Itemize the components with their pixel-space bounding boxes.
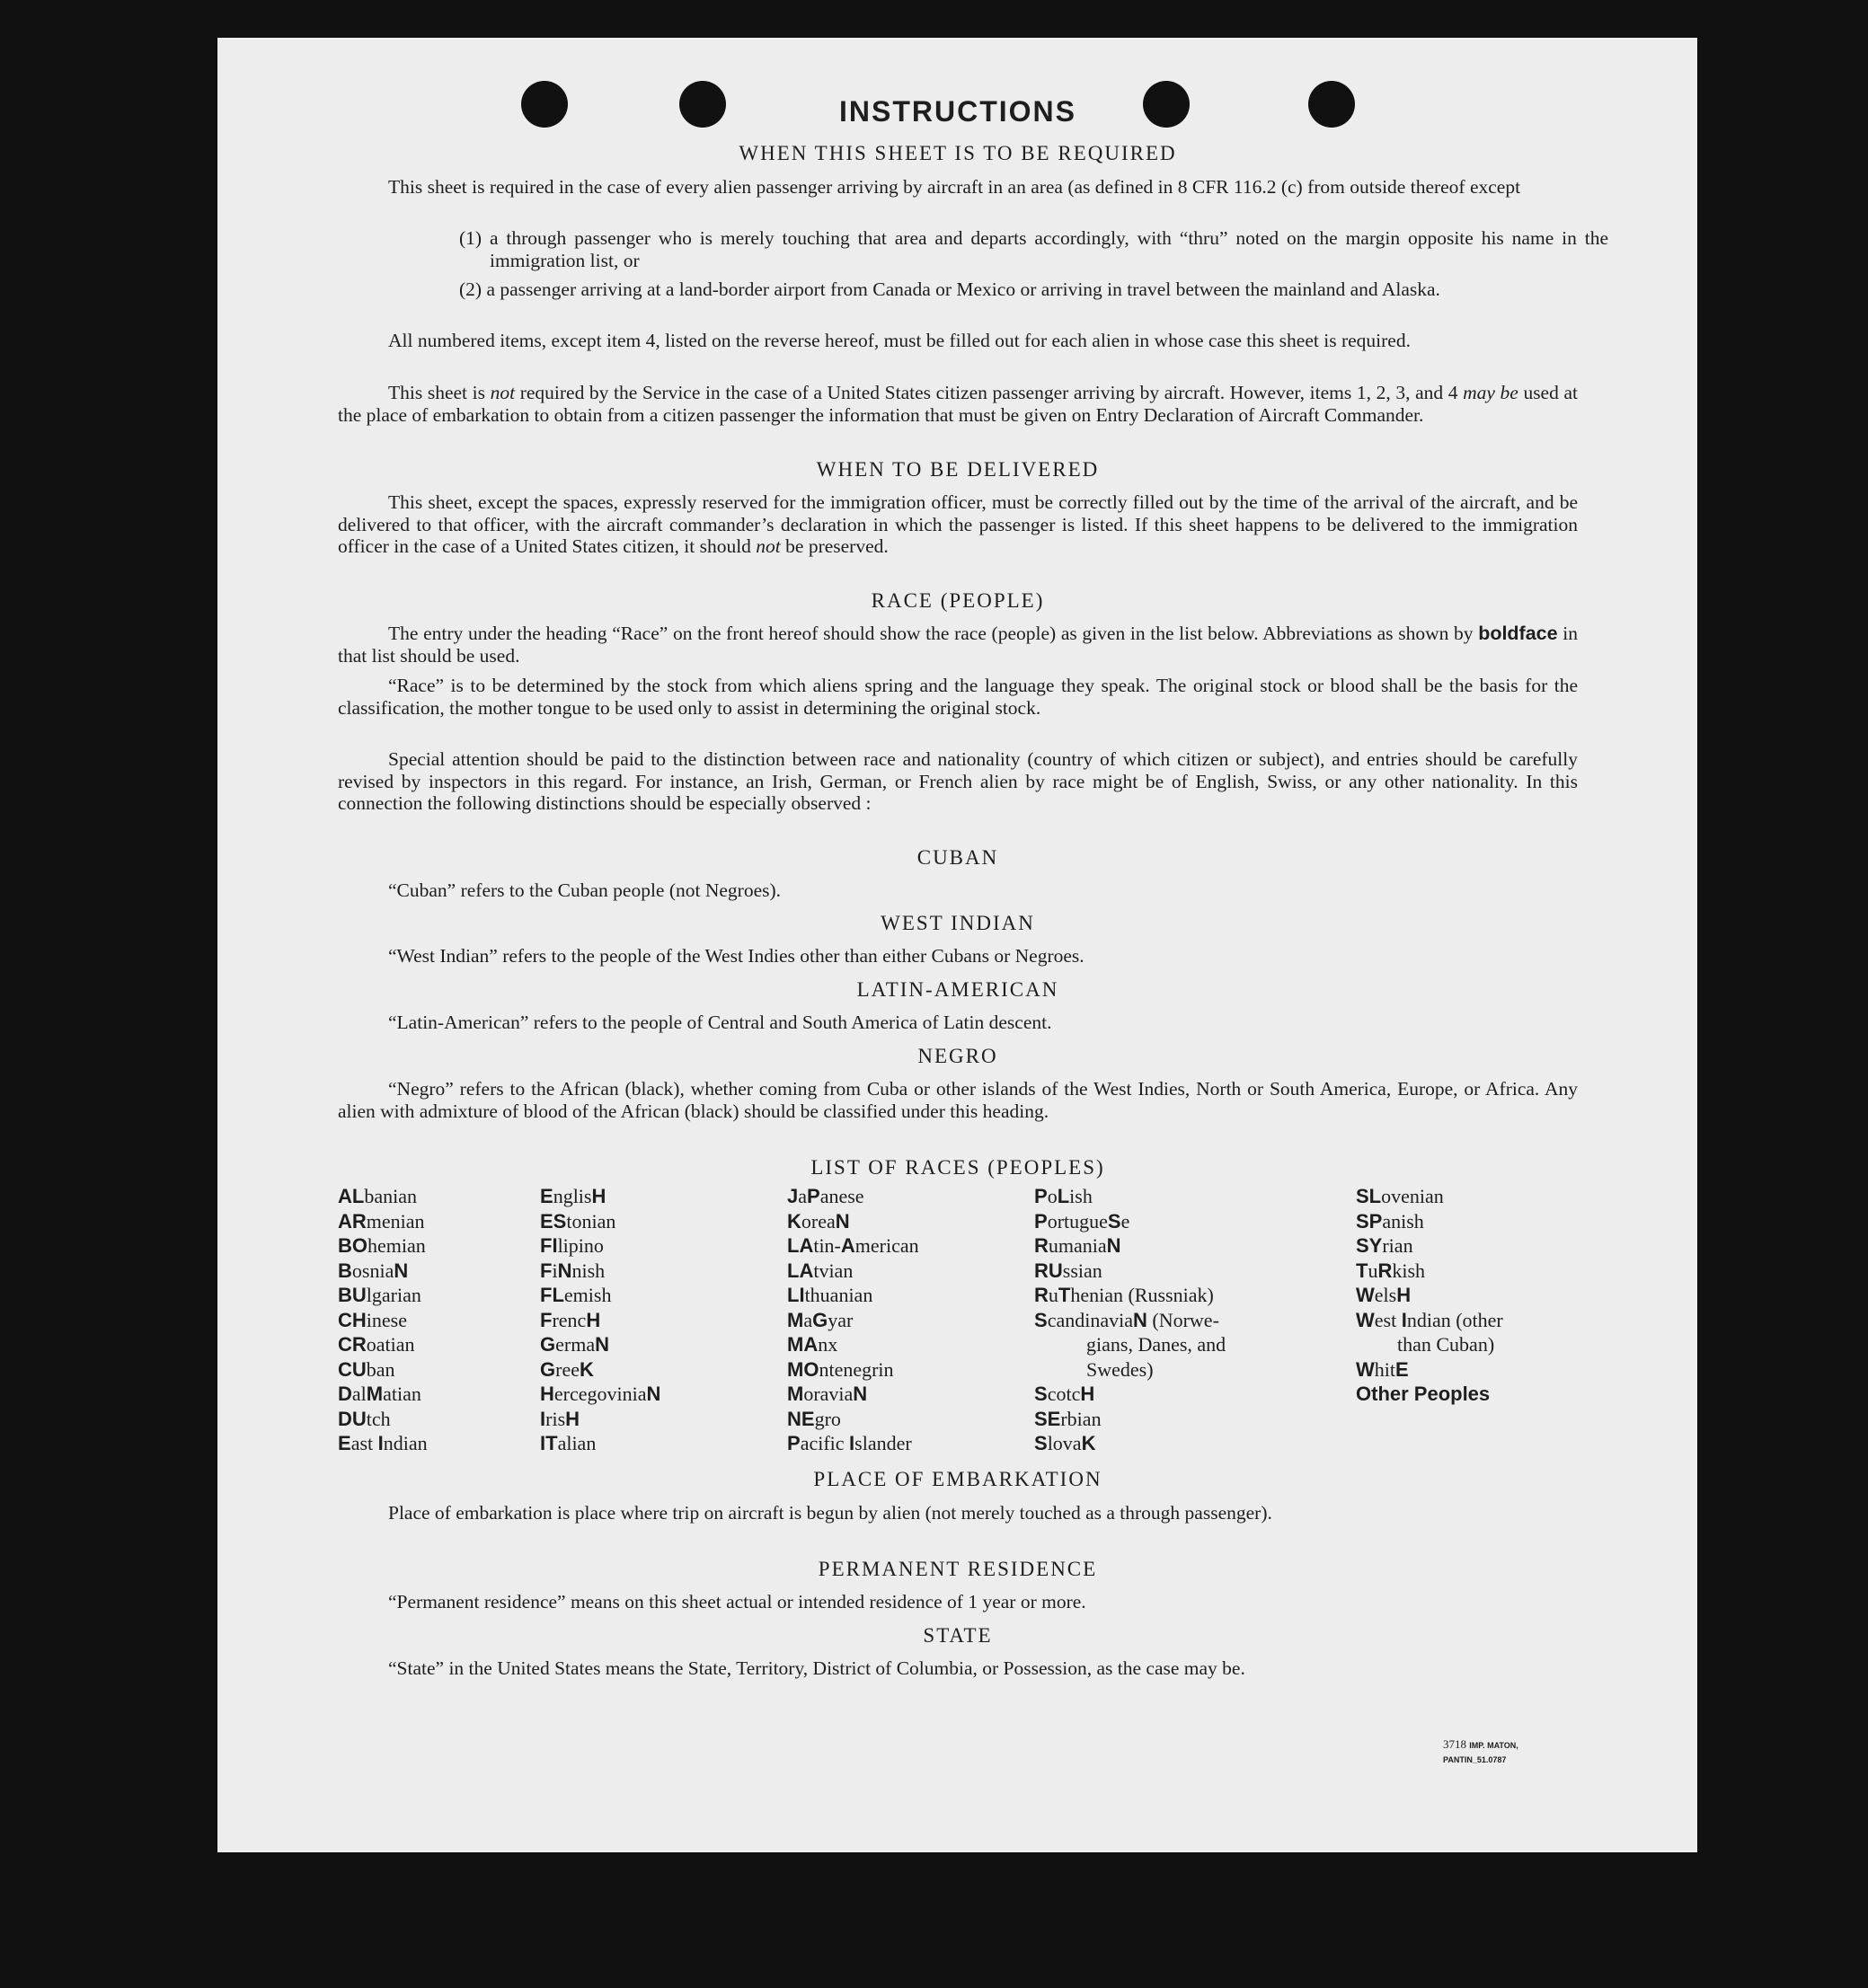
race-entry [1356,1209,1589,1234]
section-heading-place-of-embarkation: PLACE OF EMBARKATION [813,1468,1102,1490]
race-text: menian [366,1209,425,1233]
race-text: i [552,1259,558,1282]
race-entry [338,1407,527,1432]
race-entry [1034,1407,1304,1432]
race-abbreviation: CH [338,1308,367,1331]
race-abbreviation: D [338,1383,352,1405]
text-run: be preserved. [780,535,889,557]
text-run: The entry under the heading “Race” on the front hereof should show the race (people) as given in the list below. Abbreviations as shown by [388,623,1479,644]
race-abbreviation: M [366,1383,384,1405]
race-abbreviation: CU [338,1357,367,1381]
race-abbreviation: F [540,1259,553,1282]
section-heading-latin-american: LATIN-AMERICAN [856,978,1059,1001]
race-entry [1034,1233,1304,1259]
race-abbreviation: IT [540,1432,558,1454]
race-text: ortugue [1047,1209,1108,1233]
race-text: tin- [813,1234,841,1257]
race-text: ssian [1062,1259,1102,1282]
race-text: u [1368,1259,1378,1282]
race-text: umania [1048,1234,1107,1257]
race-text: alian [557,1432,597,1454]
race-text: ban [366,1357,395,1381]
race-abbreviation: I [849,1432,855,1454]
section-heading-race: RACE (PEOPLE) [871,589,1045,612]
race-abbreviation: N [557,1259,572,1282]
races-column-5 [1356,1184,1589,1407]
race-entry [338,1209,527,1234]
race-entry [338,1382,527,1407]
race-entry [540,1308,774,1333]
text-run: not [756,535,781,557]
race-entry [1356,1357,1589,1383]
race-text: osnia [351,1259,394,1282]
race-abbreviation: E [540,1185,553,1207]
race-entry [787,1308,1021,1333]
section-heading-state: STATE [923,1624,993,1647]
race-entry [1034,1382,1304,1407]
paragraph [338,623,1578,667]
race-abbreviation: M [787,1383,804,1405]
race-abbreviation: H [586,1308,601,1331]
race-text: inese [366,1308,407,1331]
race-abbreviation: H [540,1383,554,1405]
race-entry [787,1332,1021,1357]
race-text: hit [1374,1357,1395,1381]
races-column-3 [787,1184,1021,1456]
race-abbreviation: I [540,1407,546,1430]
paragraph: Place of embarkation is place where trip on aircraft is begun by alien (not merely touched as a through passenger). [388,1502,1272,1524]
race-text: kish [1392,1259,1426,1282]
race-text: Swedes) [1086,1357,1154,1381]
race-entry [540,1259,774,1284]
race-abbreviation: G [540,1357,556,1381]
race-text: renc [552,1308,587,1331]
list-item-exception-1: (1) a through passenger who is merely touching that area and departs accordingly, with “thru” noted on the margin opposite his name in the immigration list, or [459,227,1608,271]
race-text: nish [571,1259,606,1282]
race-abbreviation: L [1057,1185,1070,1207]
race-abbreviation: SY [1356,1234,1383,1257]
text-run: boldface [1478,623,1558,644]
race-abbreviation: AR [338,1209,367,1233]
race-abbreviation: LA [787,1234,814,1257]
race-text: erma [555,1333,596,1356]
race-entry [787,1382,1021,1407]
section-heading-list-of-races: LIST OF RACES (PEOPLES) [810,1156,1105,1179]
race-entry [540,1283,774,1308]
races-column-2 [540,1184,774,1456]
race-abbreviation: R [1034,1284,1049,1306]
section-heading-when-required: WHEN THIS SHEET IS TO BE REQUIRED [739,142,1177,164]
race-text: al [351,1383,367,1405]
race-abbreviation: H [565,1407,580,1430]
race-entry [540,1209,774,1234]
race-abbreviation: SE [1034,1407,1061,1430]
race-text: o [1047,1185,1058,1207]
section-heading-negro: NEGRO [917,1045,998,1067]
race-text: lgarian [366,1284,421,1306]
race-abbreviation: F [540,1308,553,1331]
race-entry [338,1259,527,1284]
race-abbreviation: MO [787,1357,819,1381]
paragraph: “Negro” refers to the African (black), whether coming from Cuba or other islands of the West Indies, North or South America, Europe, or Africa. Any alien with admixture of blood of the African (black) should be classified under this heading. [338,1078,1578,1122]
race-entry [787,1184,1021,1209]
race-abbreviation: G [812,1308,828,1331]
race-abbreviation: W [1356,1284,1375,1306]
race-entry [540,1184,774,1209]
race-text: henian (Russniak) [1070,1284,1214,1306]
race-text: ovenian [1381,1185,1444,1207]
race-abbreviation: FL [540,1284,564,1306]
section-heading-when-delivered: WHEN TO BE DELIVERED [816,458,1100,481]
race-abbreviation: AL [338,1185,365,1207]
race-abbreviation: P [1034,1209,1048,1233]
text-run: This sheet, except the spaces, expressly reserved for the immigration officer, must be correctly filled out by the time of the arrival of the aircraft, and be delivered to that officer, with the aircraft commander’s declaration in which the passenger is listed. If this sheet happens to be delivered to the immigration officer in the case of a United States citizen, it should [338,491,1578,557]
race-abbreviation: I [377,1432,384,1454]
race-abbreviation: H [1080,1383,1095,1405]
race-entry [787,1357,1021,1383]
race-abbreviation: T [1058,1284,1071,1306]
race-text: ercegovinia [553,1383,647,1405]
race-text: u [1048,1284,1058,1306]
race-abbreviation: SP [1356,1209,1383,1233]
race-entry [540,1407,774,1432]
race-text: nglis [553,1185,592,1207]
races-column-4 [1034,1184,1304,1456]
list-item-exception-2: (2) a passenger arriving at a land-border airport from Canada or Mexico or arriving in travel between the mainland and Alaska. [459,278,1440,300]
race-text: ndian [383,1432,428,1454]
paragraph [338,382,1578,426]
race-entry [787,1431,1021,1456]
printer-name: IMP. MATON, PANTIN_51.0787 [1443,1741,1518,1764]
race-text: rbian [1060,1407,1102,1430]
printer-imprint [1443,1737,1578,1766]
race-abbreviation: R [1377,1259,1393,1282]
races-column-1 [338,1184,527,1456]
race-text: candinavia [1047,1308,1133,1331]
race-text: ast [350,1432,378,1454]
race-abbreviation: LA [787,1259,814,1282]
race-entry [1034,1308,1304,1333]
race-text: a [798,1185,808,1207]
paragraph: “Race” is to be determined by the stock from which aliens spring and the language they speak. The original stock or blood shall be the basis for the classification, the mother tongue to be used only to assist in determining the original stock. [338,675,1578,719]
race-abbreviation: E [1395,1357,1409,1381]
race-abbreviation: S [1034,1432,1048,1454]
section-heading-permanent-residence: PERMANENT RESIDENCE [818,1558,1098,1580]
race-abbreviation: H [591,1185,606,1207]
race-entry [1034,1259,1304,1284]
race-abbreviation: A [840,1234,855,1257]
race-text: nx [818,1333,838,1356]
section-heading-west-indian: WEST INDIAN [881,912,1035,934]
paragraph: “Latin-American” refers to the people of Central and South America of Latin descent. [388,1012,1052,1033]
race-entry [338,1332,527,1357]
race-abbreviation: I [1401,1308,1407,1331]
race-abbreviation: M [787,1308,804,1331]
race-abbreviation: K [1081,1432,1096,1454]
race-text: thuanian [804,1284,873,1306]
text-run: not [490,382,516,403]
race-entry [338,1357,527,1383]
race-text: a [803,1308,813,1331]
paragraph: “Permanent residence” means on this sheet actual or intended residence of 1 year or more. [388,1591,1086,1612]
race-abbreviation: S [1107,1209,1121,1233]
race-abbreviation: S [1034,1383,1048,1405]
race-abbreviation: P [807,1185,820,1207]
race-abbreviation: R [1034,1234,1049,1257]
race-abbreviation: K [787,1209,801,1233]
race-abbreviation: N [595,1333,609,1356]
document-title: INSTRUCTIONS [839,95,1076,128]
race-abbreviation: MA [787,1333,819,1356]
race-text: tvian [813,1259,854,1282]
race-entry [1356,1283,1589,1308]
race-abbreviation: N [1132,1308,1147,1331]
paragraph: “State” in the United States means the State, Territory, District of Columbia, or Possession, as the case may be. [388,1657,1245,1679]
race-text: (Norwe- [1146,1308,1219,1331]
race-text: ndian (other [1406,1308,1503,1331]
race-text: orea [801,1209,836,1233]
race-text: gians, Danes, and [1086,1333,1226,1356]
race-entry [1356,1259,1589,1284]
race-entry [787,1407,1021,1432]
race-entry [787,1283,1021,1308]
race-text: anish [1382,1209,1424,1233]
race-entry [540,1382,774,1407]
race-abbreviation: N [394,1259,409,1282]
text-run: This sheet is [388,382,491,403]
race-text: lipino [557,1234,604,1257]
race-abbreviation: N [835,1209,850,1233]
text-run: used at the place of embarkation to obtain from a citizen passenger the information that must be given on Entry Declaration of Aircraft Commander. [338,382,1578,426]
race-abbreviation: LI [787,1284,805,1306]
race-abbreviation: P [1034,1185,1048,1207]
race-abbreviation: ES [540,1209,567,1233]
race-abbreviation: G [540,1333,556,1356]
race-abbreviation: S [1034,1308,1048,1331]
race-abbreviation: CR [338,1333,367,1356]
race-entry [540,1233,774,1259]
race-abbreviation: BO [338,1234,367,1257]
race-abbreviation: K [579,1357,594,1381]
race-text: acific [800,1432,850,1454]
race-text: lova [1047,1432,1082,1454]
race-text: ish [1069,1185,1093,1207]
race-entry [338,1308,527,1333]
race-abbreviation: T [1356,1259,1368,1282]
race-text: ris [545,1407,566,1430]
race-text: gro [814,1407,841,1430]
race-text: banian [364,1185,417,1207]
race-entry [338,1184,527,1209]
race-text: est [1374,1308,1402,1331]
race-entry [1356,1184,1589,1209]
race-abbreviation: SL [1356,1185,1382,1207]
race-text: oravia [803,1383,854,1405]
race-text: tch [366,1407,391,1430]
race-abbreviation: N [853,1383,868,1405]
race-text: e [1120,1209,1130,1233]
race-abbreviation: FI [540,1234,558,1257]
race-entry [1356,1382,1589,1407]
race-abbreviation: BU [338,1284,367,1306]
race-entry [787,1209,1021,1234]
race-abbreviation: NE [787,1407,815,1430]
race-abbreviation: RU [1034,1259,1063,1282]
race-entry [338,1233,527,1259]
race-text: cotc [1047,1383,1081,1405]
race-abbreviation: H [1396,1284,1412,1306]
race-abbreviation: N [1106,1234,1121,1257]
section-heading-cuban: CUBAN [916,846,999,869]
text-run: may be [1463,382,1518,403]
text-run: in that list should be used. [338,623,1578,667]
race-abbreviation: E [338,1432,351,1454]
text-run: required by the Service in the case of a United States citizen passenger arriving by aircraft. However, items 1, 2, 3, and 4 [515,382,1464,403]
race-abbreviation: W [1356,1357,1375,1381]
race-abbreviation: DU [338,1407,367,1430]
race-abbreviation: Other Peoples [1356,1383,1491,1405]
race-entry [1034,1332,1304,1357]
race-text: slander [854,1432,912,1454]
race-abbreviation: J [787,1185,799,1207]
paragraph: All numbered items, except item 4, listed on the reverse hereof, must be filled out for each alien in whose case this sheet is required. [388,330,1411,351]
race-text: atian [383,1383,421,1405]
race-abbreviation: B [338,1259,352,1282]
race-entry [1034,1357,1304,1383]
race-entry [1356,1308,1589,1333]
race-entry [540,1332,774,1357]
paragraph: This sheet is required in the case of every alien passenger arriving by aircraft in an area (as defined in 8 CFR 116.2 (c) from outside thereof except [388,176,1521,198]
race-text: ree [555,1357,580,1381]
race-text: emish [563,1284,612,1306]
race-text: yar [828,1308,854,1331]
race-entry [1034,1209,1304,1234]
race-entry [540,1431,774,1456]
race-entry [1034,1184,1304,1209]
race-text: merican [854,1234,919,1257]
race-abbreviation: N [646,1383,661,1405]
race-text: els [1374,1284,1397,1306]
race-text: hemian [367,1234,426,1257]
race-text: than Cuban) [1397,1333,1495,1356]
document-page [217,38,1697,1852]
race-entry [338,1283,527,1308]
race-text: ntenegrin [819,1357,894,1381]
race-entry [787,1259,1021,1284]
race-entry [1356,1332,1589,1357]
race-text: tonian [566,1209,616,1233]
race-entry [540,1357,774,1383]
race-entry [1034,1431,1304,1456]
race-abbreviation: P [787,1432,801,1454]
paragraph: “West Indian” refers to the people of the West Indies other than either Cubans or Negroes. [388,945,1085,967]
race-entry [787,1233,1021,1259]
race-abbreviation: W [1356,1308,1375,1331]
race-entry [338,1431,527,1456]
race-entry [1034,1283,1304,1308]
race-entry [1356,1233,1589,1259]
race-text: anese [819,1185,864,1207]
race-text: oatian [366,1333,415,1356]
paragraph: “Cuban” refers to the Cuban people (not Negroes). [388,879,782,901]
paragraph [338,491,1578,558]
paragraph: Special attention should be paid to the distinction between race and nationality (country of which citizen or subject), and entries should be carefully revised by inspectors in this regard. For instance, an Irish, German, or French alien by race might be of English, Swiss, or any other nationality. In this connection the following distinctions should be especially observed : [338,748,1578,814]
race-text: rian [1382,1234,1413,1257]
form-number: 3718 [1443,1737,1466,1751]
